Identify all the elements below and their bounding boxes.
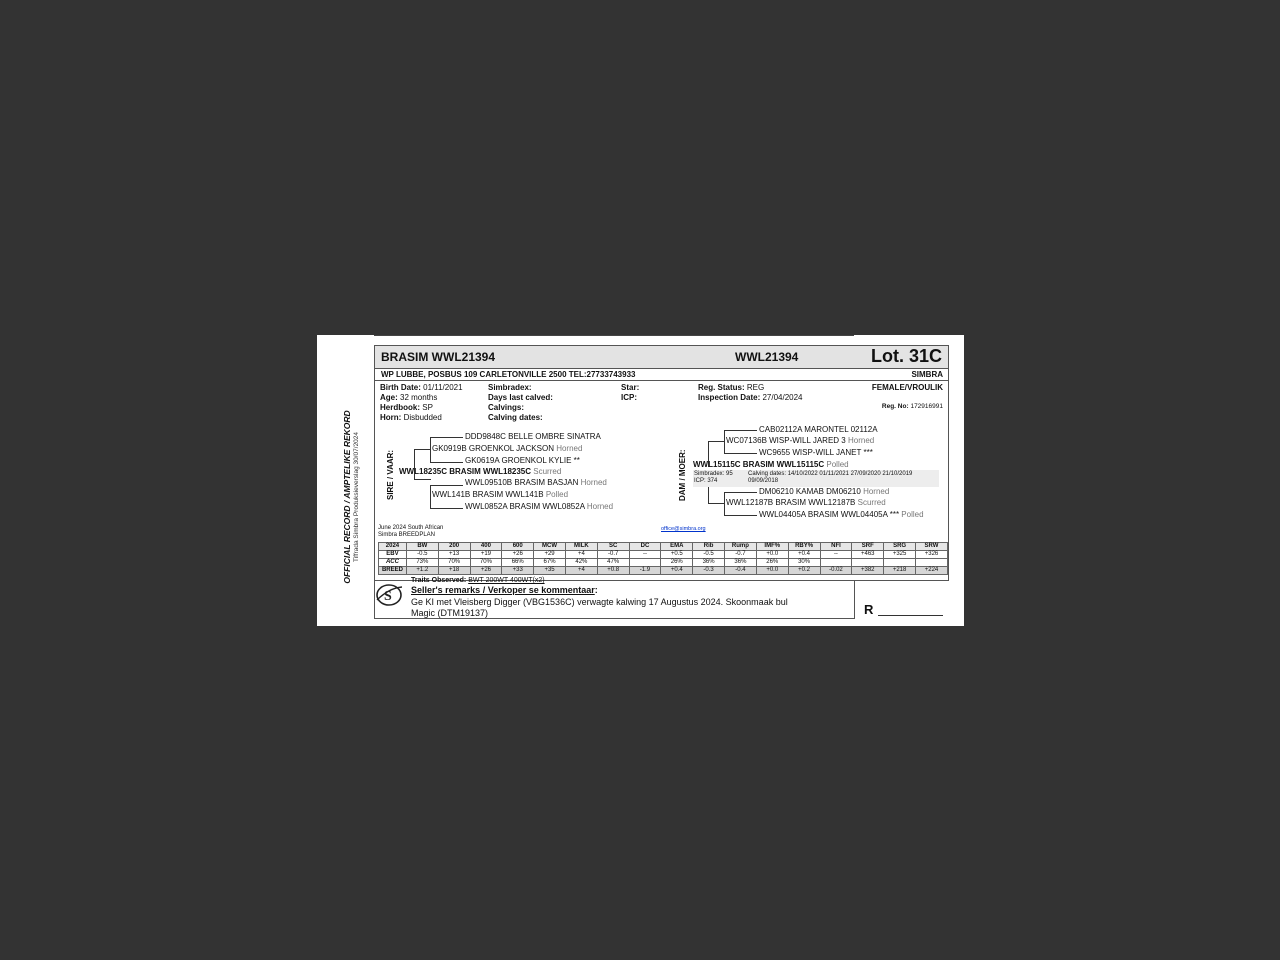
info-star [621,383,639,403]
sire-label: SIRE / VAAR: [386,449,395,500]
ebv-cell: 400 [470,543,502,551]
sire-dam-dam [465,502,613,511]
remarks-line2: Magic (DTM19137) [411,608,489,618]
ebv-cell: +0.2 [788,567,820,575]
sire-sire-name: GK0919B GROENKOL JACKSON [432,444,554,453]
dam-calving-dates: Calving dates: 14/10/2022 01/11/2021 27/09/2020 21/10/2019 [748,471,913,477]
ebv-cell: +326 [915,551,947,559]
ebv-cell: MILK [565,543,597,551]
ebv-cell: 70% [438,559,470,567]
ebv-cell: -0.02 [820,567,852,575]
dam-simbradex: Simbradex: 95 [694,471,733,477]
ebv-cell: SRW [915,543,947,551]
ebv-cell: -0.4 [724,567,756,575]
ebv-cell: DC [629,543,661,551]
ebv-cell: +382 [852,567,884,575]
ebv-cell: +26 [470,567,502,575]
calvings-label: Calvings: [488,403,525,412]
ebv-cell: -0.5 [693,551,725,559]
ebv-cell: 42% [565,559,597,567]
ebv-cell: 73% [406,559,438,567]
ebv-cell: +13 [438,551,470,559]
dam-dam-dam [759,510,924,519]
info-reg [698,383,803,403]
birth-date-label: Birth Date: [380,383,421,392]
reg-status-label: Reg. Status: [698,383,745,392]
sire-dam-dam-name: WWL0852A BRASIM WWL0852A [465,502,585,511]
ebv-cell: 26% [756,559,788,567]
sire-dam-sire [465,478,607,487]
ebv-cell: -- [629,551,661,559]
ebv-cell: +35 [534,567,566,575]
remarks-label: Seller's remarks / Verkoper se kommentaar [411,585,595,595]
dam-sire-sire: CAB02112A MARONTEL 02112A [759,425,878,434]
ebv-cell [820,559,852,567]
ebv-cell: EMA [661,543,693,551]
sire [399,467,561,476]
reg-number [882,403,943,410]
sire-sire [432,444,582,453]
breed-name: SIMBRA [911,370,943,379]
remarks-area [374,577,855,619]
side-caption-subtitle: Tiffrada Simbra Produksieverslag 30/07/2024 [353,431,360,563]
owner-details: WP LUBBE, POSBUS 109 CARLETONVILLE 2500 TEL:27733743933 [381,370,636,379]
side-caption [342,382,370,612]
sire-dam-sire-horn: Horned [580,478,607,487]
ebv-cell: 36% [693,559,725,567]
ebv-cell: -0.3 [693,567,725,575]
ebv-row [379,551,948,559]
horn: Disbudded [403,413,442,422]
simbradex-label: Simbradex: [488,383,532,392]
ebv-cell: SRF [852,543,884,551]
ebv-cell [884,559,916,567]
ebv-cell: +29 [534,551,566,559]
logo-letter: S [384,589,392,604]
ebv-cell: +325 [884,551,916,559]
ebv-cell: +26 [502,551,534,559]
ebv-cell: 66% [502,559,534,567]
ebv-row [379,559,948,567]
info-left [380,383,463,423]
dam-sire-name: WC07136B WISP-WILL JARED 3 [726,436,846,445]
ebv-cell [629,559,661,567]
lot-number: Lot. 31C [870,346,942,366]
simbra-logo-icon [375,582,403,608]
ebv-cell: 36% [724,559,756,567]
sire-dam-dam-horn: Horned [586,502,614,511]
ebv-cell: ACC [379,559,407,567]
ebv-cell: SRG [884,543,916,551]
ebv-cell: 26% [661,559,693,567]
ebv-cell: RBY% [788,543,820,551]
sire-sire-sire: DDD9848C BELLE OMBRE SINATRA [465,432,601,441]
dam-dam-sire-name: DM06210 KAMAB DM06210 [759,487,861,496]
reg-status: REG [746,383,765,392]
ebv-cell: +0.5 [661,551,693,559]
dam [693,460,849,469]
dam-dam-sire [759,487,889,496]
breedplan-line1: June 2024 South African [378,525,444,531]
inspection-label: Inspection Date: [698,393,761,402]
animal-name: BRASIM WWL21394 [381,350,496,364]
dam-sire-dam: WC9655 WISP-WILL JANET *** [759,448,873,457]
ebv-cell: +0.0 [756,551,788,559]
ebv-cell: +0.4 [661,567,693,575]
ebv-cell: IMF% [756,543,788,551]
dam-dam-dam-horn: Polled [901,510,924,519]
remarks-heading: Seller's remarks / Verkoper se kommentaar: [411,585,598,595]
ebv-cell: 70% [470,559,502,567]
ebv-row [379,567,948,575]
ebv-cell: +463 [852,551,884,559]
dam-sire-horn: Horned [847,436,875,445]
ebv-cell: 47% [597,559,629,567]
sire-dam-name: WWL141B BRASIM WWL141B [432,490,544,499]
ebv-cell: -1.9 [629,567,661,575]
days-calved-label: Days last calved: [488,393,553,402]
sex: FEMALE/VROULIK [871,383,943,392]
ebv-cell: BREED [379,567,407,575]
ebv-cell: NFI [820,543,852,551]
sire-horn: Scurred [533,467,562,476]
ebv-cell: 600 [502,543,534,551]
sire-dam-sire-name: WWL09510B BRASIM BASJAN [465,478,579,487]
sire-dam [432,490,568,499]
ebv-cell: 200 [438,543,470,551]
traits-observed [411,577,545,584]
reg-number-label: Reg. No: [881,403,909,410]
price-box [854,580,948,618]
ebv-cell: +0.0 [756,567,788,575]
ebv-cell: +19 [470,551,502,559]
dam-sire [726,436,874,445]
lot-card [317,335,964,626]
breedplan-line2: Simbra BREEDPLAN [378,532,436,538]
star-label: Star: [621,383,640,392]
ebv-cell: EBV [379,551,407,559]
header-bar [375,346,948,369]
price-line [878,615,943,616]
animal-id: WWL21394 [735,350,799,364]
traits-label: Traits Observed: [411,577,467,584]
dam-horn: Polled [826,460,849,469]
side-caption-title: OFFICIAL RECORD / AMPTELIKE REKORD [342,410,352,584]
ebv-cell: +1.2 [406,567,438,575]
ebv-cell: -0.7 [724,551,756,559]
dam-label: DAM / MOER: [678,449,687,501]
sire-sire-horn: Horned [556,444,583,453]
traits-value: BWT 200WT 400WT(x2) [468,577,545,584]
age: 32 months [400,393,438,402]
remarks-line1: Ge KI met Vleisberg Digger (VBG1536C) verwagte kalwing 17 Augustus 2024. Skoonmaak bul [411,597,788,607]
info-middle [488,383,553,423]
ebv-cell: -0.5 [406,551,438,559]
sire-sire-dam: GK0619A GROENKOL KYLIE ** [465,456,580,465]
owner-bar [375,369,948,381]
dam-dam [726,498,886,507]
ebv-cell: +224 [915,567,947,575]
dam-dam-dam-name: WWL04405A BRASIM WWL04405A *** [759,510,900,519]
herdbook-label: Herdbook: [380,403,420,412]
dam-calving-dates-extra: 09/09/2018 [748,478,779,484]
ebv-cell [852,559,884,567]
breedplan-email-link[interactable]: office@simbra.org [661,526,706,532]
ebv-cell: MCW [534,543,566,551]
dam-icp: ICP: 374 [694,478,718,484]
ebv-cell: +0.4 [788,551,820,559]
ebv-table [378,542,948,575]
ebv-cell: +4 [565,567,597,575]
icp-label: ICP: [621,393,637,402]
price-symbol: R [864,602,874,617]
ebv-cell: +18 [438,567,470,575]
sire-dam-horn: Polled [545,490,569,499]
ebv-cell: +4 [565,551,597,559]
dam-name: WWL15115C BRASIM WWL15115C [693,460,825,469]
ebv-cell: 67% [534,559,566,567]
inspection-date: 27/04/2024 [762,393,803,402]
ebv-cell [915,559,947,567]
ebv-cell: BW [406,543,438,551]
ebv-cell: SC [597,543,629,551]
top-rule [374,335,854,336]
ebv-cell: +33 [502,567,534,575]
ebv-cell: +0.8 [597,567,629,575]
herdbook: SP [422,403,433,412]
ebv-cell: +218 [884,567,916,575]
ebv-cell: -- [820,551,852,559]
ebv-cell: 2024 [379,543,407,551]
dam-dam-name: WWL12187B BRASIM WWL12187B [726,498,856,507]
reg-number-value: 172916991 [910,403,943,410]
birth-date: 01/11/2021 [423,383,463,392]
age-label: Age: [380,393,398,402]
ebv-cell: Rib [693,543,725,551]
ebv-cell: Rump [724,543,756,551]
ebv-cell: -0.7 [597,551,629,559]
sire-name: WWL18235C BRASIM WWL18235C [399,467,532,476]
dam-dam-horn: Scurred [857,498,886,507]
record-box [374,345,949,581]
calving-dates-label: Calving dates: [488,413,543,422]
ebv-cell: 30% [788,559,820,567]
horn-label: Horn: [380,413,402,422]
ebv-header-row [379,543,948,551]
dam-dam-sire-horn: Horned [863,487,890,496]
